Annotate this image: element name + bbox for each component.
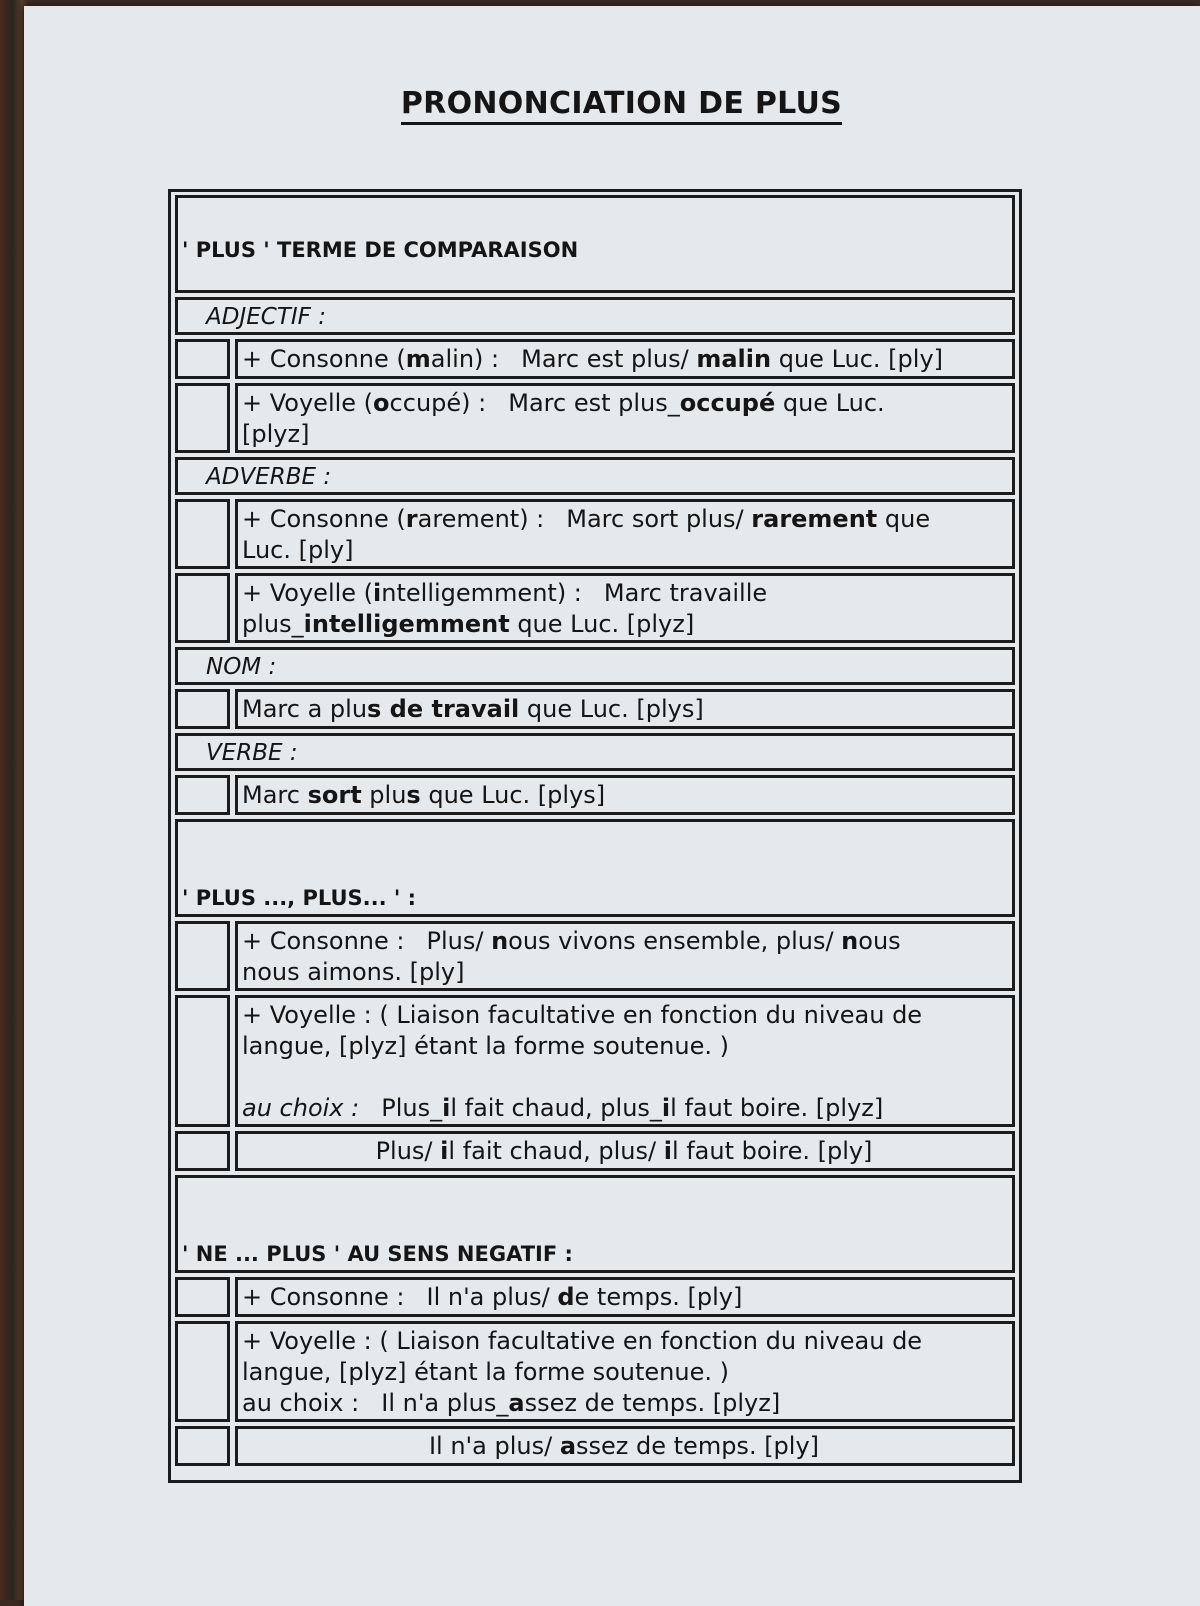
ne-plus-consonne-row [171,1277,1019,1317]
checkbox-cell [175,1277,230,1317]
category-adjectif-row [171,297,1019,335]
example-cell: + Consonne (rarement) : Marc sort plus/ rarement que Luc. [ply] [235,499,1015,569]
section-heading: ' PLUS ' TERME DE COMPARAISON [182,238,579,262]
checkbox-cell [175,1321,230,1422]
section-ne-plus-row [171,1175,1019,1273]
section-plus-plus-row [171,819,1019,917]
example-cell: + Voyelle : ( Liaison facultative en fonction du niveau de langue, [plyz] étant la forme soutenue. ) au choix : Plus_il fait chaud, plus_il faut boire. [plyz] [235,995,1015,1127]
plus-plus-alternative-row [171,1131,1019,1171]
category-label: ADJECTIF : [206,304,326,330]
page-title: PRONONCIATION DE PLUS [24,86,1200,121]
checkbox-cell [175,1131,230,1171]
example-cell: + Voyelle : ( Liaison facultative en fonction du niveau de langue, [plyz] étant la forme soutenue. ) au choix : Il n'a plus_assez de temps. [plyz] [235,1321,1015,1422]
plus-plus-voyelle-row [171,995,1019,1127]
category-adverbe-row [171,457,1019,495]
example-cell: + Voyelle (intelligemment) : Marc travaille plus_intelligemment que Luc. [plyz] [235,573,1015,643]
example-cell: + Consonne : Plus/ nous vivons ensemble, plus/ nous nous aimons. [ply] [235,921,1015,991]
checkbox-cell [175,573,230,643]
category-label: ADVERBE : [206,464,332,490]
section-heading: ' NE ... PLUS ' AU SENS NEGATIF : [182,1242,573,1266]
checkbox-cell [175,499,230,569]
adverbe-voyelle-row [171,573,1019,643]
checkbox-cell [175,689,230,729]
example-cell: Il n'a plus/ assez de temps. [ply] [235,1426,1015,1466]
example-cell: Marc a plus de travail que Luc. [plys] [235,689,1015,729]
category-label: VERBE : [206,740,298,766]
checkbox-cell [175,775,230,815]
checkbox-cell [175,921,230,991]
pronunciation-table [168,189,1022,1483]
adjectif-consonne-row [171,339,1019,379]
checkbox-cell [175,383,230,453]
adverbe-consonne-row [171,499,1019,569]
plus-plus-consonne-row [171,921,1019,991]
example-cell: + Consonne : Il n'a plus/ de temps. [ply] [235,1277,1015,1317]
section-comparaison-row [171,195,1019,293]
example-cell: Plus/ il fait chaud, plus/ il faut boire. [ply] [235,1131,1015,1171]
example-cell: + Voyelle (occupé) : Marc est plus_occupé que Luc. [plyz] [235,383,1015,453]
ne-plus-voyelle-row [171,1321,1019,1422]
category-label: NOM : [206,654,277,680]
checkbox-cell [175,339,230,379]
example-cell: Marc sort plus que Luc. [plys] [235,775,1015,815]
example-cell: + Consonne (malin) : Marc est plus/ malin que Luc. [ply] [235,339,1015,379]
checkbox-cell [175,995,230,1127]
section-heading: ' PLUS ..., PLUS... ' : [182,886,417,910]
checkbox-cell [175,1426,230,1466]
verbe-example-row [171,775,1019,815]
ne-plus-alternative-row [171,1426,1019,1466]
adjectif-voyelle-row [171,383,1019,453]
category-verbe-row [171,733,1019,771]
nom-example-row [171,689,1019,729]
category-nom-row [171,647,1019,685]
